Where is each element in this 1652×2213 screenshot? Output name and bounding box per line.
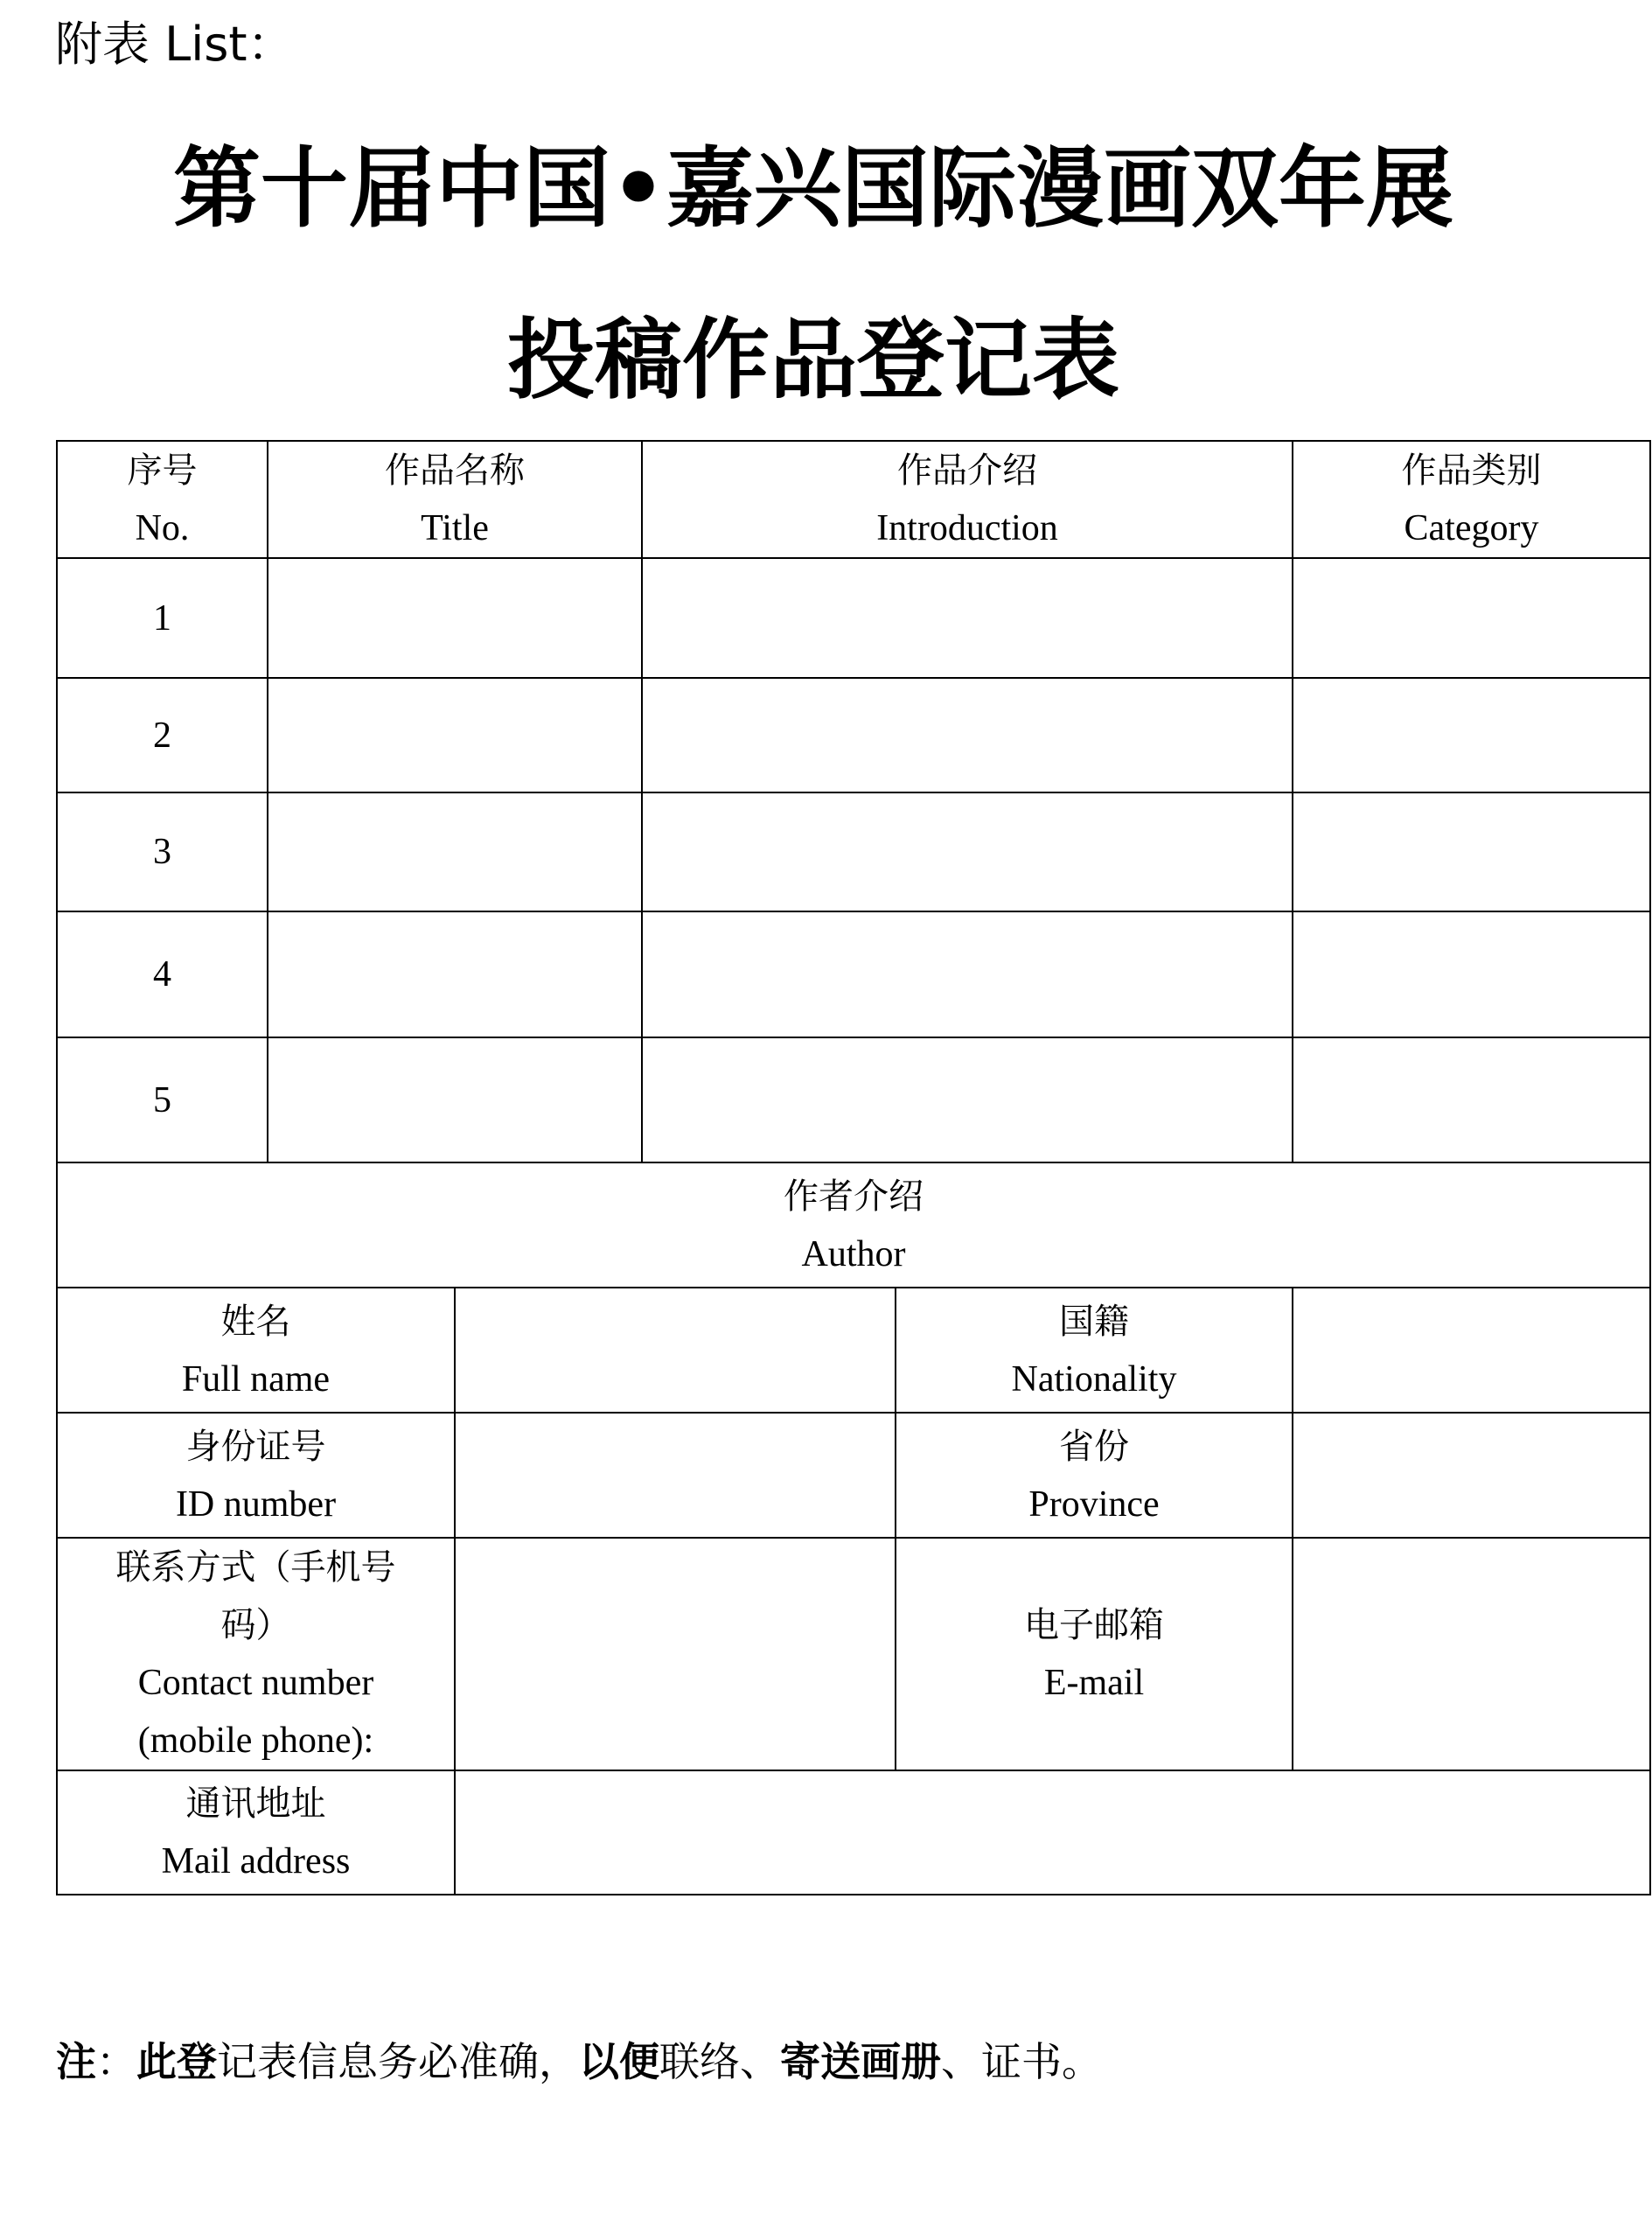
introduction-cell[interactable]: [642, 792, 1293, 911]
row-number: 5: [57, 1037, 268, 1162]
nationality-label: 国籍 Nationality: [896, 1288, 1293, 1413]
category-cell[interactable]: [1293, 558, 1650, 678]
mail-address-field[interactable]: [455, 1770, 1650, 1895]
id-number-field[interactable]: [455, 1413, 896, 1538]
footnote: 注：此登记表信息务必准确，以便联络、寄送画册、证书。: [56, 2038, 1102, 2085]
category-cell[interactable]: [1293, 678, 1650, 792]
full-name-label: 姓名 Full name: [57, 1288, 455, 1413]
registration-table: [56, 440, 1651, 1895]
header-title: 作品名称 Title: [268, 441, 642, 558]
author-heading-row: [57, 1162, 1650, 1288]
email-field[interactable]: [1293, 1538, 1650, 1770]
email-label: 电子邮箱 E-mail: [896, 1538, 1293, 1770]
header-introduction: 作品介绍 Introduction: [642, 441, 1293, 558]
work-row: [57, 792, 1650, 911]
id-number-label: 身份证号 ID number: [57, 1413, 455, 1538]
row-number: 2: [57, 678, 268, 792]
contact-number-label: 联系方式（手机号 码） Contact number (mobile phone):: [57, 1538, 455, 1770]
row-number: 1: [57, 558, 268, 678]
mail-address-row: [57, 1770, 1650, 1895]
contact-number-field[interactable]: [455, 1538, 896, 1770]
title-cell[interactable]: [268, 911, 642, 1037]
introduction-cell[interactable]: [642, 558, 1293, 678]
introduction-cell[interactable]: [642, 1037, 1293, 1162]
category-cell[interactable]: [1293, 792, 1650, 911]
category-cell[interactable]: [1293, 911, 1650, 1037]
work-row: [57, 678, 1650, 792]
province-label: 省份 Province: [896, 1413, 1293, 1538]
header-no: 序号 No.: [57, 441, 268, 558]
row-number: 4: [57, 911, 268, 1037]
introduction-cell[interactable]: [642, 911, 1293, 1037]
id-province-row: [57, 1413, 1650, 1538]
province-field[interactable]: [1293, 1413, 1650, 1538]
name-nationality-row: [57, 1288, 1650, 1413]
mail-address-label: 通讯地址 Mail address: [57, 1770, 455, 1895]
category-cell[interactable]: [1293, 1037, 1650, 1162]
title-cell[interactable]: [268, 792, 642, 911]
author-heading: 作者介绍 Author: [57, 1162, 1650, 1288]
annex-label: 附表 List：: [55, 17, 295, 72]
form-subtitle: 投稿作品登记表: [507, 309, 1119, 411]
introduction-cell[interactable]: [642, 678, 1293, 792]
form-title: 第十届中国•嘉兴国际漫画双年展: [173, 137, 1453, 240]
nationality-field[interactable]: [1293, 1288, 1650, 1413]
title-cell[interactable]: [268, 1037, 642, 1162]
full-name-field[interactable]: [455, 1288, 896, 1413]
title-cell[interactable]: [268, 558, 642, 678]
title-cell[interactable]: [268, 678, 642, 792]
header-category: 作品类别 Category: [1293, 441, 1650, 558]
work-row: [57, 1037, 1650, 1162]
work-row: [57, 911, 1650, 1037]
contact-email-row: [57, 1538, 1650, 1770]
work-row: [57, 558, 1650, 678]
row-number: 3: [57, 792, 268, 911]
works-header-row: [57, 441, 1650, 558]
